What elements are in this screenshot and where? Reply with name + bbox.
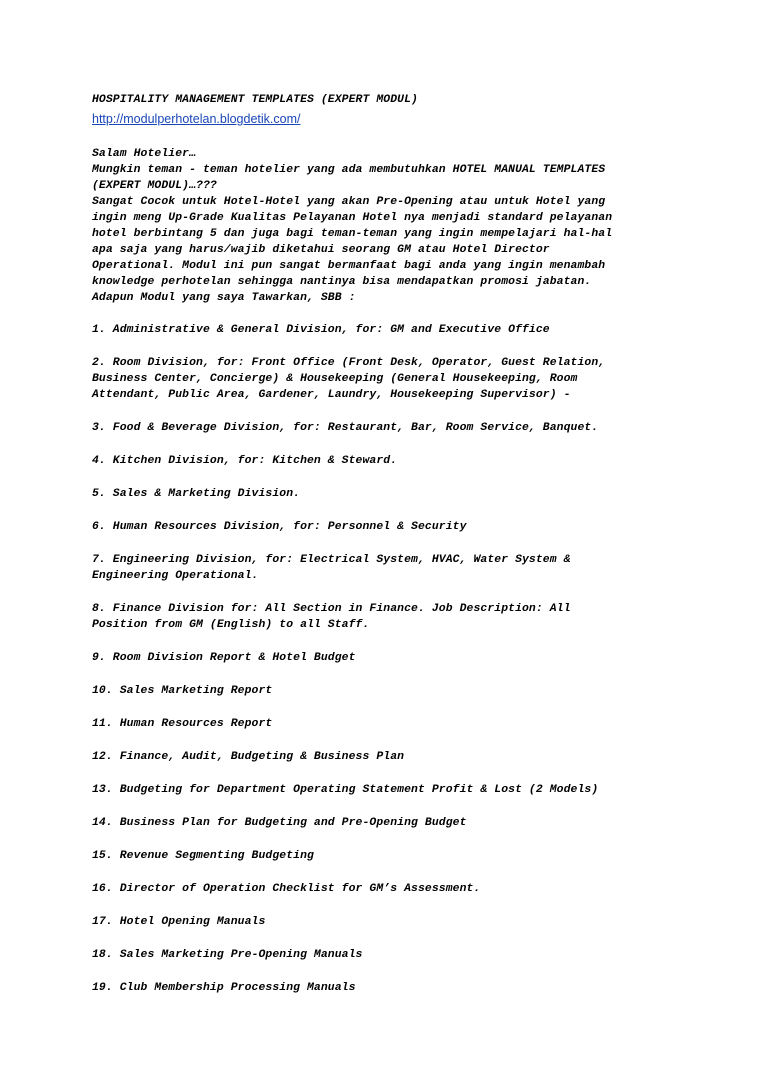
module-item-line: Engineering Operational. (92, 570, 259, 582)
module-item (92, 453, 692, 469)
module-item (92, 486, 692, 502)
module-item-line: 3. Food & Beverage Division, for: Restaurant, Bar, Room Service, Banquet. (92, 422, 599, 434)
module-item (92, 947, 692, 963)
intro-line: Sangat Cocok untuk Hotel-Hotel yang akan Pre-Opening atau untuk Hotel yang (92, 196, 606, 208)
intro-line: Operational. Modul ini pun sangat bermanfaat bagi anda yang ingin menambah (92, 260, 606, 272)
module-item (92, 322, 692, 338)
module-item (92, 601, 692, 633)
intro-line: ingin meng Up-Grade Kualitas Pelayanan Hotel nya menjadi standard pelayanan (92, 212, 613, 224)
module-item (92, 815, 692, 831)
module-item-line: 7. Engineering Division, for: Electrical System, HVAC, Water System & (92, 554, 571, 566)
module-item (92, 420, 692, 436)
module-item (92, 355, 692, 403)
module-item-line: Position from GM (English) to all Staff. (92, 619, 370, 631)
module-item (92, 749, 692, 765)
module-item-line: 18. Sales Marketing Pre-Opening Manuals (92, 949, 363, 961)
module-item-line: 2. Room Division, for: Front Office (Front Desk, Operator, Guest Relation, (92, 357, 606, 369)
intro-line: apa saja yang harus/wajib diketahui seorang GM atau Hotel Director (92, 244, 550, 256)
module-item (92, 683, 692, 699)
module-item-line: 15. Revenue Segmenting Budgeting (92, 850, 314, 862)
document-title: HOSPITALITY MANAGEMENT TEMPLATES (EXPERT MODUL) (92, 94, 418, 106)
intro-line: knowledge perhotelan sehingga nantinya bisa mendapatkan promosi jabatan. (92, 276, 592, 288)
module-item-line: 16. Director of Operation Checklist for GM’s Assessment. (92, 883, 481, 895)
intro-line: Adapun Modul yang saya Tawarkan, SBB : (92, 292, 356, 304)
module-item-line: 10. Sales Marketing Report (92, 685, 273, 697)
intro-line: Salam Hotelier… (92, 148, 197, 160)
module-item-line: 14. Business Plan for Budgeting and Pre-Opening Budget (92, 817, 467, 829)
module-item-line: 8. Finance Division for: All Section in Finance. Job Description: All (92, 603, 571, 615)
module-item (92, 914, 692, 930)
module-item-line: Business Center, Concierge) & Housekeeping (General Housekeeping, Room (92, 373, 578, 385)
intro-line: Mungkin teman - teman hotelier yang ada membutuhkan HOTEL MANUAL TEMPLATES (92, 164, 606, 176)
module-item-line: 4. Kitchen Division, for: Kitchen & Steward. (92, 455, 398, 467)
module-item-line: 6. Human Resources Division, for: Personnel & Security (92, 521, 467, 533)
module-item (92, 848, 692, 864)
module-item-line: 19. Club Membership Processing Manuals (92, 982, 356, 994)
intro-paragraph (92, 146, 692, 306)
module-item-line: 13. Budgeting for Department Operating Statement Profit & Lost (2 Models) (92, 784, 599, 796)
module-item-line: Attendant, Public Area, Gardener, Laundry, Housekeeping Supervisor) - (92, 389, 571, 401)
module-item (92, 782, 692, 798)
module-item (92, 552, 692, 584)
module-item-line: 17. Hotel Opening Manuals (92, 916, 266, 928)
module-item-line: 1. Administrative & General Division, for: GM and Executive Office (92, 324, 550, 336)
module-item-line: 5. Sales & Marketing Division. (92, 488, 301, 500)
module-item-line: 11. Human Resources Report (92, 718, 273, 730)
module-item (92, 881, 692, 897)
module-item (92, 716, 692, 732)
document-body (92, 92, 692, 1013)
intro-line: hotel berbintang 5 dan juga bagi teman-teman yang ingin mempelajari hal-hal (92, 228, 613, 240)
module-item (92, 519, 692, 535)
module-item-line: 9. Room Division Report & Hotel Budget (92, 652, 356, 664)
module-item (92, 650, 692, 666)
blog-link[interactable]: http://modulperhotelan.blogdetik.com/ (92, 112, 301, 126)
module-item (92, 980, 692, 996)
module-list (92, 322, 692, 996)
intro-line: (EXPERT MODUL)…??? (92, 180, 217, 192)
module-item-line: 12. Finance, Audit, Budgeting & Business Plan (92, 751, 405, 763)
